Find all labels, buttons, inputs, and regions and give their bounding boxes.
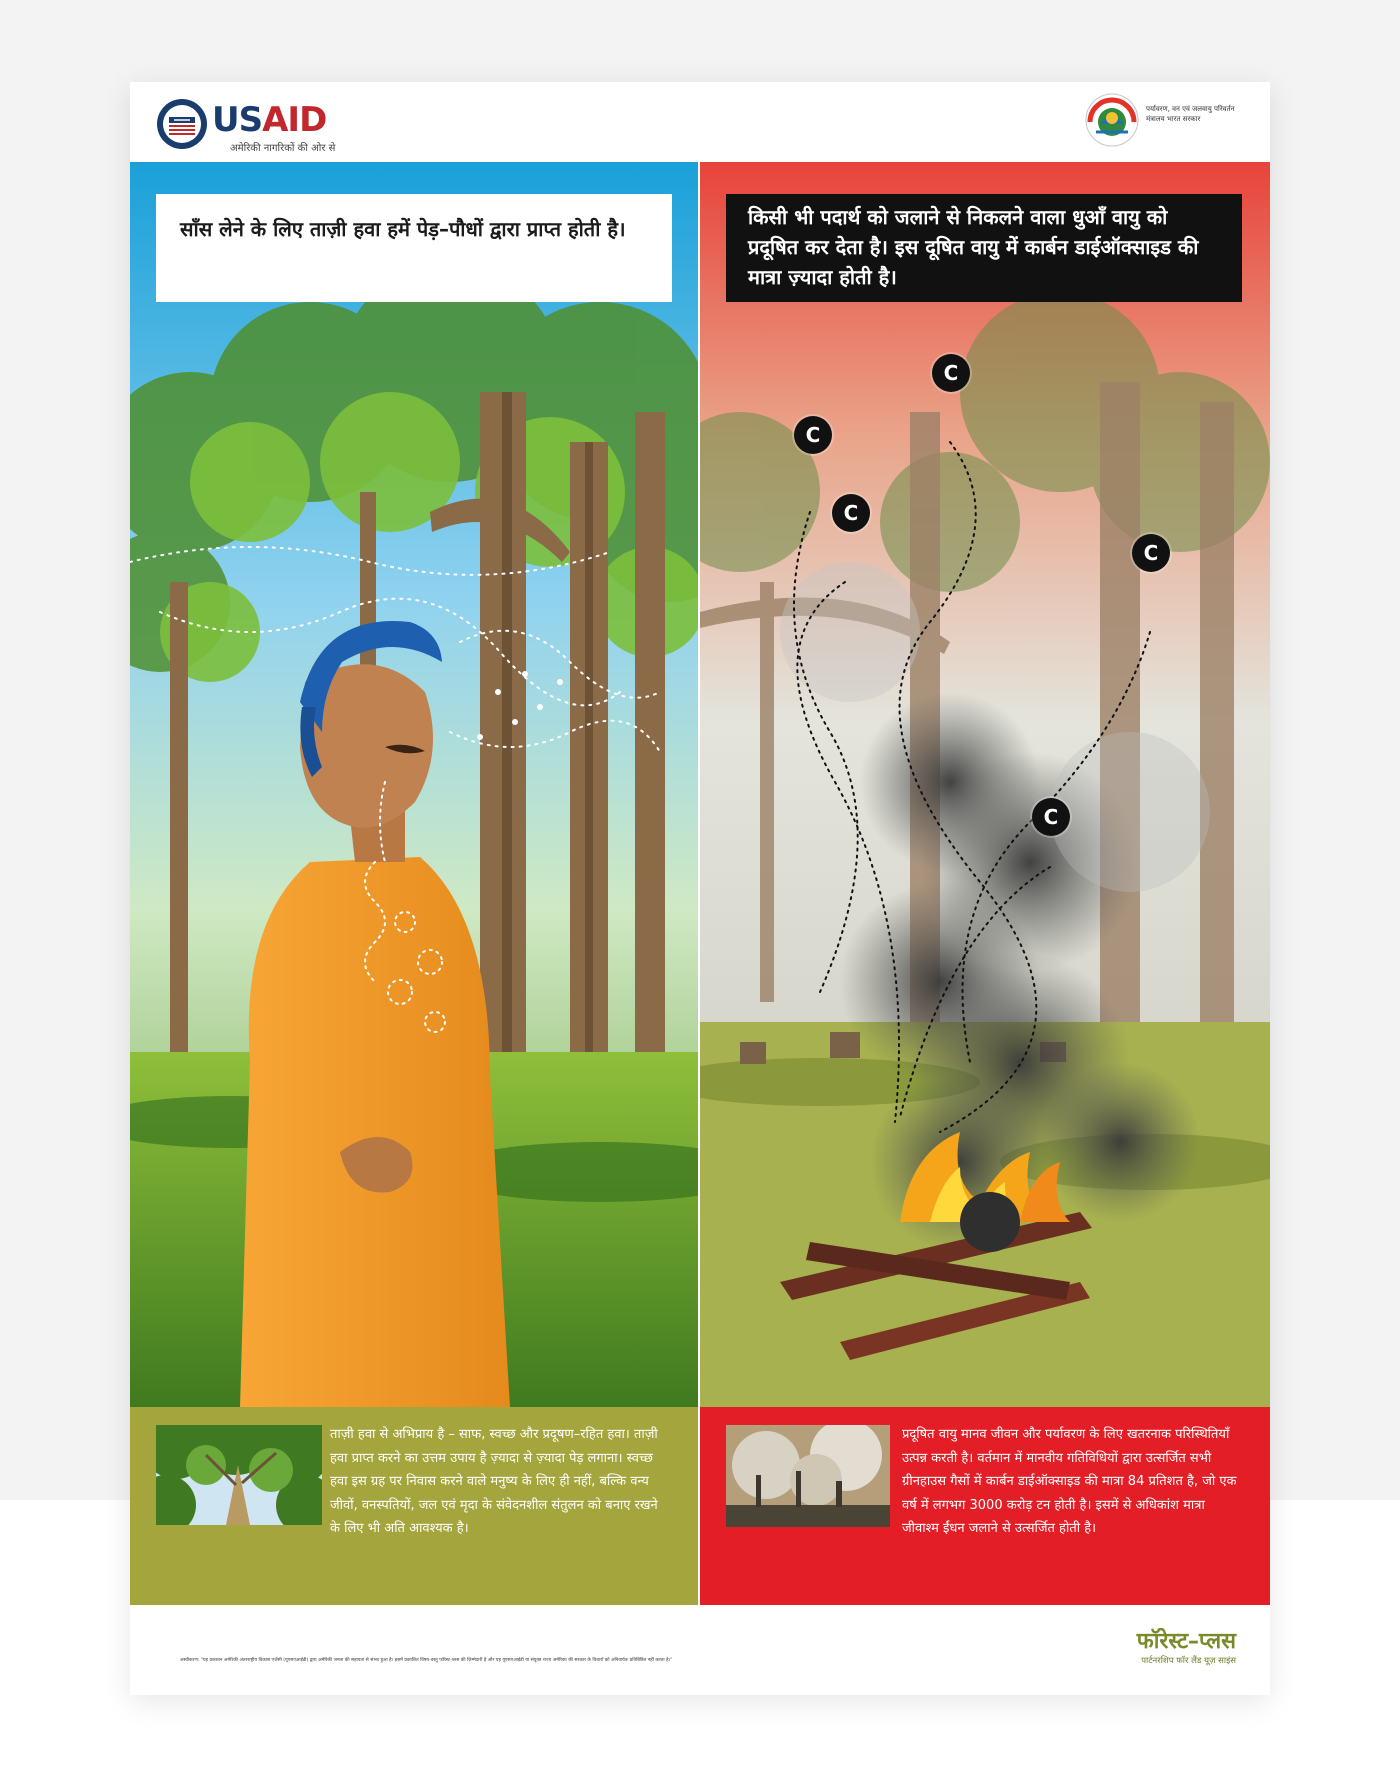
poster xyxy=(130,82,1270,1695)
carbon-marker: C xyxy=(832,494,870,532)
forest-plus-title: फॉरेस्ट–प्लस xyxy=(1136,1629,1236,1654)
fresh-air-callout: साँस लेने के लिए ताज़ी हवा हमें पेड़–पौधों द्वारा प्राप्त होती है। xyxy=(156,194,672,302)
fresh-air-illustration xyxy=(130,162,698,1407)
usaid-wordmark: USAID xyxy=(212,100,327,140)
factory-smoke-photo xyxy=(726,1425,890,1527)
moef-text: पर्यावरण, वन एवं जलवायु परिवर्तन मंत्रालय भारत सरकार xyxy=(1146,105,1235,123)
forest-plus-logo xyxy=(1137,1629,1236,1667)
usaid-logo xyxy=(156,94,356,154)
usaid-tagline: अमेरिकी नागरिकों की ओर से xyxy=(230,143,336,154)
pollution-info-text: प्रदूषित वायु मानव जीवन और पर्यावरण के लिए खतरनाक परिस्थितियाँ उत्पन्न करती है। वर्तमान में मानवीय गतिविधियों द्वारा उत्सर्जित सभी ग्रीनहाउस गैसों में कार्बन डाईऑक्साइड की मात्रा 84 प्रतिशत है, जो एक वर्ष में लगभग 3000 करोड़ टन होती है। इसमें से अधिकांश मात्रा जीवाश्म ईंधन जलाने से उत्सर्जित होती है। xyxy=(902,1427,1237,1536)
moef-logo xyxy=(1084,92,1244,154)
pollution-callout: किसी भी पदार्थ को जलाने से निकलने वाला धुआँ वायु को प्रदूषित कर देता है। इस दूषित वायु में कार्बन डाईऑक्साइड की मात्रा ज़्यादा होती है। xyxy=(726,194,1242,302)
pollution-info xyxy=(700,1407,1270,1605)
carbon-marker: C xyxy=(932,354,970,392)
fresh-air-info-text: ताज़ी हवा से अभिप्राय है – साफ, स्वच्छ और प्रदूषण–रहित हवा। ताज़ी हवा प्राप्त करने का उत्तम उपाय है ज़्यादा से ज़्यादा पेड़ लगाना। स्वच्छ हवा इस ग्रह पर निवास करने वाले मनुष्य के लिए ही नहीं, बल्कि वन्य जीवों, वनस्पतियों, जल एवं मृदा के संवेदनशील संतुलन को बनाए रखने के लिए भी अति आवश्यक है। xyxy=(330,1427,658,1536)
carbon-marker: C xyxy=(1032,798,1070,836)
pollution-illustration xyxy=(700,162,1270,1407)
usaid-seal-icon xyxy=(156,98,208,150)
moef-emblem-icon xyxy=(1084,92,1140,148)
disclaimer: अस्वीकरण: "यह प्रकाशन अमेरिकी अंतरराष्ट्रीय विकास एजेंसी (यूएसएआईडी) द्वारा अमेरिकी जनता की सहायता से संभव हुआ है। इसमें प्रकाशित विषय-वस्तु फ़ॉरेस्ट-प्लस की ज़िम्मेदारी है और यह यूएसएआईडी या संयुक्त राज्य अमेरिका की सरकार के विचारों को अनिवार्यतः प्रतिबिंबित नहीं करता है।" xyxy=(180,1658,673,1663)
carbon-marker: C xyxy=(1132,534,1170,572)
fresh-air-info xyxy=(130,1407,698,1605)
forest-plus-tagline: पार्टनरशिप फॉर लैंड यूज़ साइंस xyxy=(1141,1656,1236,1666)
carbon-marker: C xyxy=(794,416,832,454)
tree-canopy-photo xyxy=(156,1425,322,1525)
